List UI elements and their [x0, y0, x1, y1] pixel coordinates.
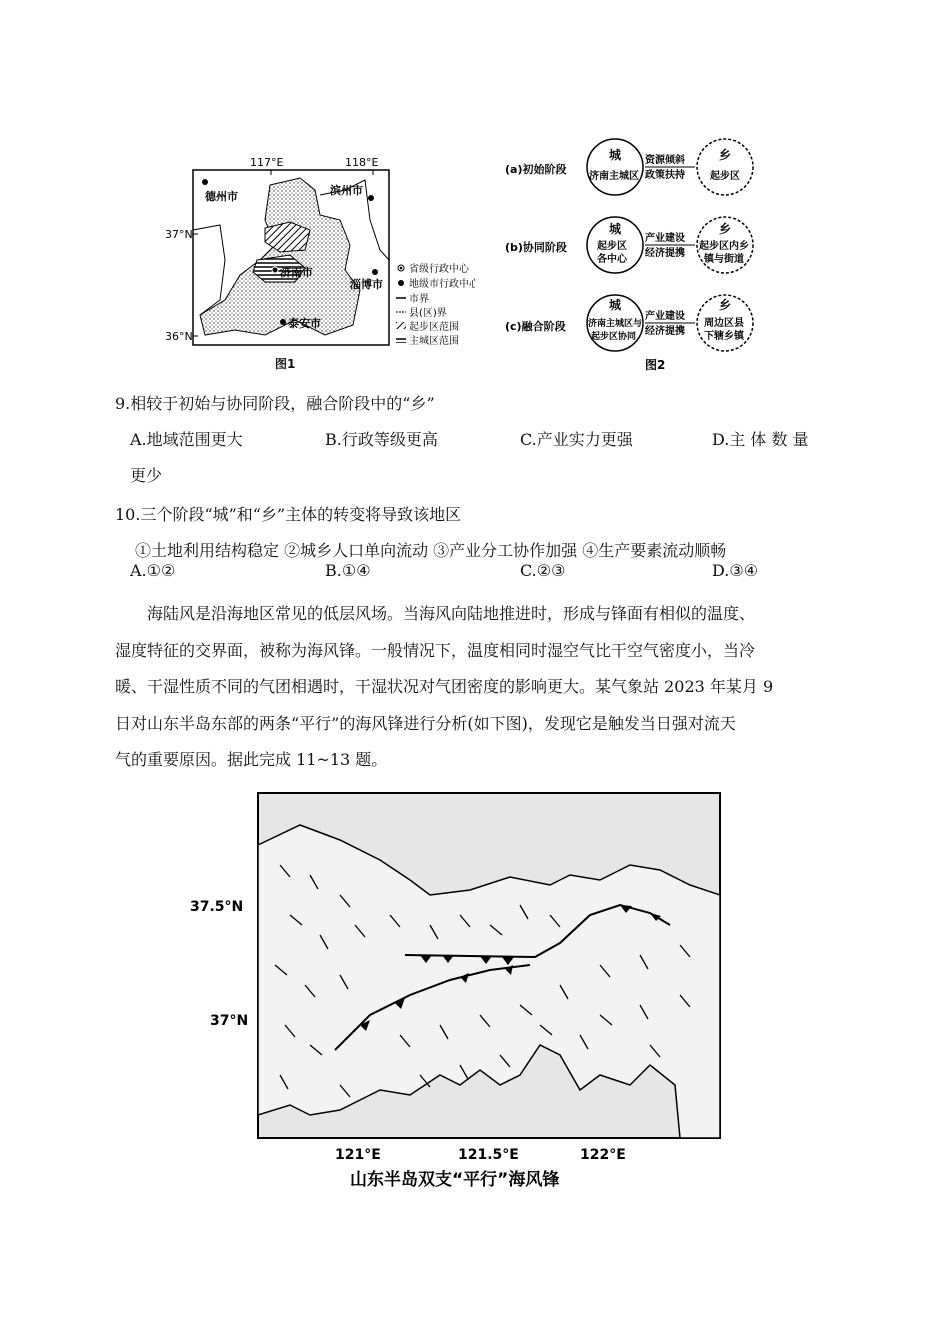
svg-text:经济提携: 经济提携 — [645, 326, 685, 337]
q9-option-b: B.行政等级更高 — [325, 430, 438, 449]
lon-117-label: 117°E — [250, 156, 284, 169]
svg-text:市界: 市界 — [409, 294, 429, 305]
svg-text:起步区协同: 起步区协同 — [591, 332, 637, 342]
city-taian: 泰安市 — [288, 317, 321, 330]
svg-text:起步区: 起步区 — [710, 171, 740, 182]
svg-text:乡: 乡 — [719, 298, 732, 312]
figure-3-caption: 山东半岛双支“平行”海风锋 — [350, 1170, 560, 1190]
svg-text:下辖乡镇: 下辖乡镇 — [704, 331, 744, 342]
lon-122-label: 122°E — [580, 1147, 626, 1163]
q9-option-c: C.产业实力更强 — [520, 430, 633, 449]
stage-diagram — [505, 135, 775, 375]
svg-text:产业建设: 产业建设 — [645, 311, 685, 322]
city-dezhou: 德州市 — [205, 190, 238, 203]
svg-text:城: 城 — [609, 148, 622, 162]
svg-text:济南主城区与: 济南主城区与 — [588, 319, 643, 329]
svg-text:经济提携: 经济提携 — [645, 248, 685, 259]
passage-line-3: 暖、干湿性质不同的气团相遇时，干湿状况对气团密度的影响更大。某气象站 2023 年某月 9 — [115, 677, 774, 696]
svg-text:起步区内乡: 起步区内乡 — [699, 241, 749, 252]
figure-3 — [180, 785, 740, 1195]
figure-1-caption: 图1 — [275, 357, 296, 371]
q10-items: ①土地利用结构稳定 ②城乡人口单向流动 ③产业分工协作加强 ④生产要素流动顺畅 — [135, 541, 727, 560]
svg-text:济南主城区: 济南主城区 — [589, 171, 639, 182]
passage-line-5: 气的重要原因。据此完成 11~13 题。 — [115, 750, 388, 769]
svg-text:城: 城 — [609, 298, 622, 312]
svg-text:省级行政中心: 省级行政中心 — [409, 264, 469, 275]
stage-c-label: (c)融合阶段 — [505, 320, 566, 333]
svg-text:起步区: 起步区 — [597, 241, 627, 252]
city-zibo: 淄博市 — [350, 278, 383, 291]
q10-stem: 10.三个阶段“城”和“乡”主体的转变将导致该地区 — [115, 505, 462, 524]
q10-option-c: C.②③ — [520, 561, 566, 580]
q10-option-d: D.③④ — [712, 561, 759, 580]
lon-118-label: 118°E — [345, 156, 379, 169]
figure-2 — [505, 135, 775, 375]
q10-option-a: A.①② — [130, 561, 176, 580]
svg-text:镇与街道: 镇与街道 — [704, 254, 744, 265]
svg-text:城: 城 — [609, 222, 622, 236]
svg-text:主城区范围: 主城区范围 — [409, 336, 459, 347]
svg-text:起步区范围: 起步区范围 — [409, 322, 459, 333]
lat-37-label: 37°N — [165, 228, 193, 241]
svg-text:政策扶持: 政策扶持 — [645, 170, 685, 181]
svg-text:产业建设: 产业建设 — [645, 233, 685, 244]
passage — [115, 596, 815, 779]
stage-a-label: (a)初始阶段 — [505, 163, 567, 176]
svg-text:周边区县: 周边区县 — [704, 318, 744, 329]
q9-option-a: A.地域范围更大 — [130, 430, 243, 449]
passage-line-1: 海陆风是沿海地区常见的低层风场。当海风向陆地推进时，形成与锋面有相似的温度、 — [147, 604, 756, 623]
lon-1215-label: 121.5°E — [458, 1147, 519, 1163]
lat-375-label: 37.5°N — [190, 899, 244, 915]
city-jinan: 济南市 — [280, 266, 313, 279]
q9-option-d-cont: 更少 — [130, 466, 163, 485]
passage-line-2: 湿度特征的交界面，被称为海风锋。一般情况下，温度相同时湿空气比干空气密度小，当冷 — [115, 640, 756, 660]
lat-37-label: 37°N — [210, 1013, 249, 1029]
map-legend — [396, 262, 475, 347]
lat-36-label: 36°N — [165, 330, 193, 343]
svg-text:资源倾斜: 资源倾斜 — [645, 155, 685, 166]
q9-stem: 9.相较于初始与协同阶段，融合阶段中的“乡” — [115, 394, 435, 413]
lon-121-label: 121°E — [335, 1147, 381, 1163]
q10-option-b: B.①④ — [325, 561, 371, 580]
figure-1 — [165, 150, 475, 375]
svg-text:各中心: 各中心 — [597, 254, 627, 265]
svg-text:县(区)界: 县(区)界 — [409, 308, 447, 319]
passage-line-4: 日对山东半岛东部的两条“平行”的海风锋进行分析(如下图)，发现它是触发当日强对流天 — [115, 713, 736, 733]
svg-text:乡: 乡 — [719, 148, 732, 162]
figure-2-caption: 图2 — [645, 358, 666, 372]
q9-option-d: D.主 体 数 量 — [712, 430, 809, 449]
svg-text:乡: 乡 — [719, 222, 732, 236]
sea-breeze-map — [180, 785, 740, 1195]
city-binzhou: 滨州市 — [330, 184, 363, 197]
stage-b-label: (b)协同阶段 — [505, 241, 567, 254]
jinan-map — [165, 150, 475, 375]
svg-text:地级市行政中心: 地级市行政中心 — [409, 279, 475, 290]
